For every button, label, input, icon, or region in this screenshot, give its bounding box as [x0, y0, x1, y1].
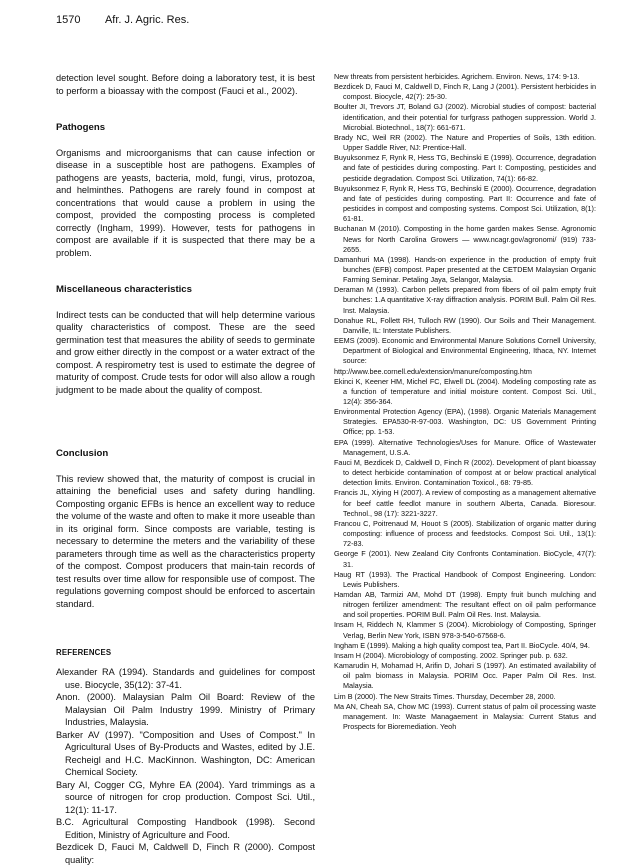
reference-entry: Francis JL, Xiying H (2007). A review of composting as a management alternative for beef cattle feedlot manure in southern Alberta, Canada. Bioresour. Technol., 98 (17): 3221-3227.: [334, 488, 596, 518]
running-header: [56, 14, 582, 26]
reference-entry: Ingham E (1999). Making a high quality compost tea, Part II. BioCycle. 40/4, 94.: [334, 640, 590, 650]
reference-entry: Environmental Protection Agency (EPA), (1998). Organic Materials Management Strategies. EPA530-R-97-003. Washington, DC: US Government Printing Office; pp. 1-53.: [334, 407, 596, 437]
reference-entry: Damanhuri MA (1998). Hands-on experience in the production of empty fruit bunches (EFB) compost. Paper presented at the CETDEM Malaysian Organic Farming Seminar. Petaling Jaya, Selangor, Malaysia.: [334, 254, 596, 285]
reference-entry: Deraman M (1993). Carbon pellets prepared from fibers of oil palm empty fruit bunches: 1.A quantitative X-ray diffraction analysis. PORIM Bull. Palm Oil Res. Inst. Malaysia.: [334, 285, 596, 315]
right-column: [334, 72, 596, 732]
reference-entry: Insam H, Riddech N, Klammer S (2004). Microbiology of Composting, Springer Verlag, Berlin New York, ISBN 978-3-540-67568-6.: [334, 620, 596, 640]
pathogens-paragraph: Organisms and microorganisms that can cause infection or disease in a susceptible host are pathogens. Examples of pathogens are yeasts, bacteria, mold, fungi, virus, protozoa, and helminthes. Pathogens are rarely found in compost at concentrations that would cause a problem in using the compost, provided the composting process is completed correctly (Ingham, 1999). However, tests for pathogens in compost are available if it is suspected that there may be a problem.: [56, 147, 315, 258]
page-number: 1570: [56, 14, 81, 26]
reference-url-link[interactable]: http://www.bee.cornell.edu/extension/manure/composting.htm: [334, 366, 532, 376]
reference-entry: Fauci M, Bezdicek D, Caldwell D, Finch R (2002). Development of plant bioassay to detect herbicide contamination of compost at or below practical analytical detection limits. Environ. Contamination Toxicol., 68: 79-85.: [334, 457, 596, 488]
reference-entry: Alexander RA (1994). Standards and guidelines for compost use. Biocycle, 35(12): 37-41.: [56, 667, 315, 690]
reference-entry: Buchanan M (2010). Composting in the home garden makes Sense. Agronomic News for North Carolina Growers — www.ncagr.gov/agronomi/ (919) 733-2655.: [334, 224, 596, 254]
misc-heading: Miscellaneous characteristics: [56, 284, 192, 295]
conclusion-paragraph: This review showed that, the maturity of compost is crucial in attaining the beneficial uses and safety during handling. Composting organic EFBs is hence an excellent way to reduce the volume of the waste and often to make it more useable than in its original form. Since composts are variable, testing is necessary to determine the meters and the variability of these parameters through time as well as the characteristics property of the compost. Compost producers that main-tain records of test results over time allow for responsible use of compost. The regulations governing compost should be enforced to ascertain standard.: [56, 473, 315, 609]
journal-title: Afr. J. Agric. Res.: [104, 14, 190, 26]
pathogens-heading: Pathogens: [56, 122, 106, 133]
reference-entry: Bezdicek D, Fauci M, Caldwell D, Finch R (2000). Compost quality:: [56, 842, 315, 865]
misc-paragraph: Indirect tests can be conducted that will help determine various quality characteristics of compost. These are the seed germination test that measures the ability of seeds to germinate and grow either directly in the compost or a water extract of the compost. A respirometry test is used to estimate the degree of maturity of compost. Crude tests for odor will also allow a rough judgment to be made about the quality of compost.: [56, 309, 315, 395]
reference-entry: EEMS (2009). Economic and Environmental Manure Solutions Cornell University, Department of Biological and Environmental Engineering, Ithaca, NY. Internet source:: [334, 336, 596, 366]
references-heading: REFERENCES: [56, 648, 112, 657]
reference-entry: Buyuksonmez F, Rynk R, Hess TG, Bechinski E (2000). Occurrence, degradation and fate of pesticides during composting. Part II: Occurrence and fate of pesticides in compost and composting systems. Compost Sci. Utilization, 8(1): 61-81.: [334, 183, 596, 224]
reference-entry: Barker AV (1997). "Composition and Uses of Compost." In Agricultural Uses of By-Products and Wastes, edited by J.E. Recheigl and H.C. MacKinnon. Washington, DC: American Chemical Society.: [56, 729, 315, 777]
reference-entry: Donahue RL, Follett RH, Tulloch RW (1990). Our Soils and Their Management. Danville, IL: Interstate Publishers.: [334, 315, 596, 335]
reference-entry: George F (2001). New Zealand City Confronts Contamination. BioCycle, 47(7): 31.: [334, 549, 596, 569]
reference-entry: Bary AI, Cogger CG, Myhre EA (2004). Yard trimmings as a source of nitrogen for crop production. Compost Sci. Util., 12(1): 11-17.: [56, 779, 315, 815]
reference-entry: B.C. Agricultural Composting Handbook (1998). Second Edition, Ministry of Agriculture and Food.: [56, 817, 315, 840]
intro-paragraph: detection level sought. Before doing a laboratory test, it is best to perform a bioassay with the compost (Fauci et al., 2002).: [56, 73, 315, 96]
reference-entry: Boulter JI, Trevors JT, Boland GJ (2002). Microbial studies of compost: bacterial identification, and their potential for turfgrass pathogen suppression. World J. Microbial. Biotechnol., 18(7): 661-671.: [334, 102, 596, 132]
reference-entry: Hamdan AB, Tarmizi AM, Mohd DT (1998). Empty fruit bunch mulching and nitrogen fertilizer amendment: The resultant effect on oil palm performance and soil properties. PORIM Bull. Palm Oil Res. Inst. Malaysia.: [334, 589, 596, 620]
reference-entry: EPA (1999). Alternative Technologies/Uses for Manure. Office of Wastewater Management, U.S.A.: [334, 437, 596, 457]
conclusion-heading: Conclusion: [56, 448, 109, 459]
reference-entry: New threats from persistent herbicides. Agrichem. Environ. News, 174: 9-13.: [334, 72, 580, 81]
reference-entry: Insam H (2004). Microbiology of composting. 2002. Springer pub. p. 632.: [334, 650, 568, 660]
reference-entry: Brady NC, Weil RR (2002). The Nature and Properties of Soils, 13th edition. Upper Saddle River, NJ: Prentice-Hall.: [334, 132, 596, 153]
reference-entry: Francou C, Poitrenaud M, Houot S (2005). Stabilization of organic matter during composting: influence of process and feedstocks. Compost Sci. Util., 13(1): 72-83.: [334, 518, 596, 549]
reference-entry: Anon. (2000). Malaysian Palm Oil Board: Review of the Malaysian Oil Palm Industry 1999. Ministry of Primary Industries, Malaysia.: [56, 692, 315, 727]
reference-entry: Bezdicek D, Fauci M, Caldwell D, Finch R, Lang J (2001). Persistent herbicides in compost. Biocycle, 42(7): 25-30.: [334, 82, 596, 102]
reference-entry: Lim B (2000). The New Straits Times. Thursday, December 28, 2000.: [334, 691, 556, 701]
reference-entry: Buyuksonmez F, Rynk R, Hess TG, Bechinski E (1999). Occurrence, degradation and fate of pesticides during composting. Part I: Composting, pesticides and pesticide degradation. Compost Sci. Utilization, 74(1): 66-82.: [334, 153, 596, 183]
reference-entry: Ma AN, Cheah SA, Chow MC (1993). Current status of palm oil processing waste management. In: Waste Managaement in Malaysia: Current Status and Prospects for Bioremediation. Yeoh: [334, 701, 596, 731]
reference-entry: Ekinci K, Keener HM, Michel FC, Elwell DL (2004). Modeling composting rate as a function of temperature and initial moisture content. Compost Sci. Util., 12(4): 356-364.: [334, 376, 596, 406]
left-column: [56, 72, 315, 866]
reference-entry: Kamarudin H, Mohamad H, Arifin D, Johari S (1997). An estimated availability of oil palm biomass in Malaysia. PORIM Occ. Paper Palm Oil Res. Inst. Malaysia.: [334, 661, 596, 691]
reference-entry: Haug RT (1993). The Practical Handbook of Compost Engineering. London: Lewis Publishers.: [334, 569, 596, 589]
